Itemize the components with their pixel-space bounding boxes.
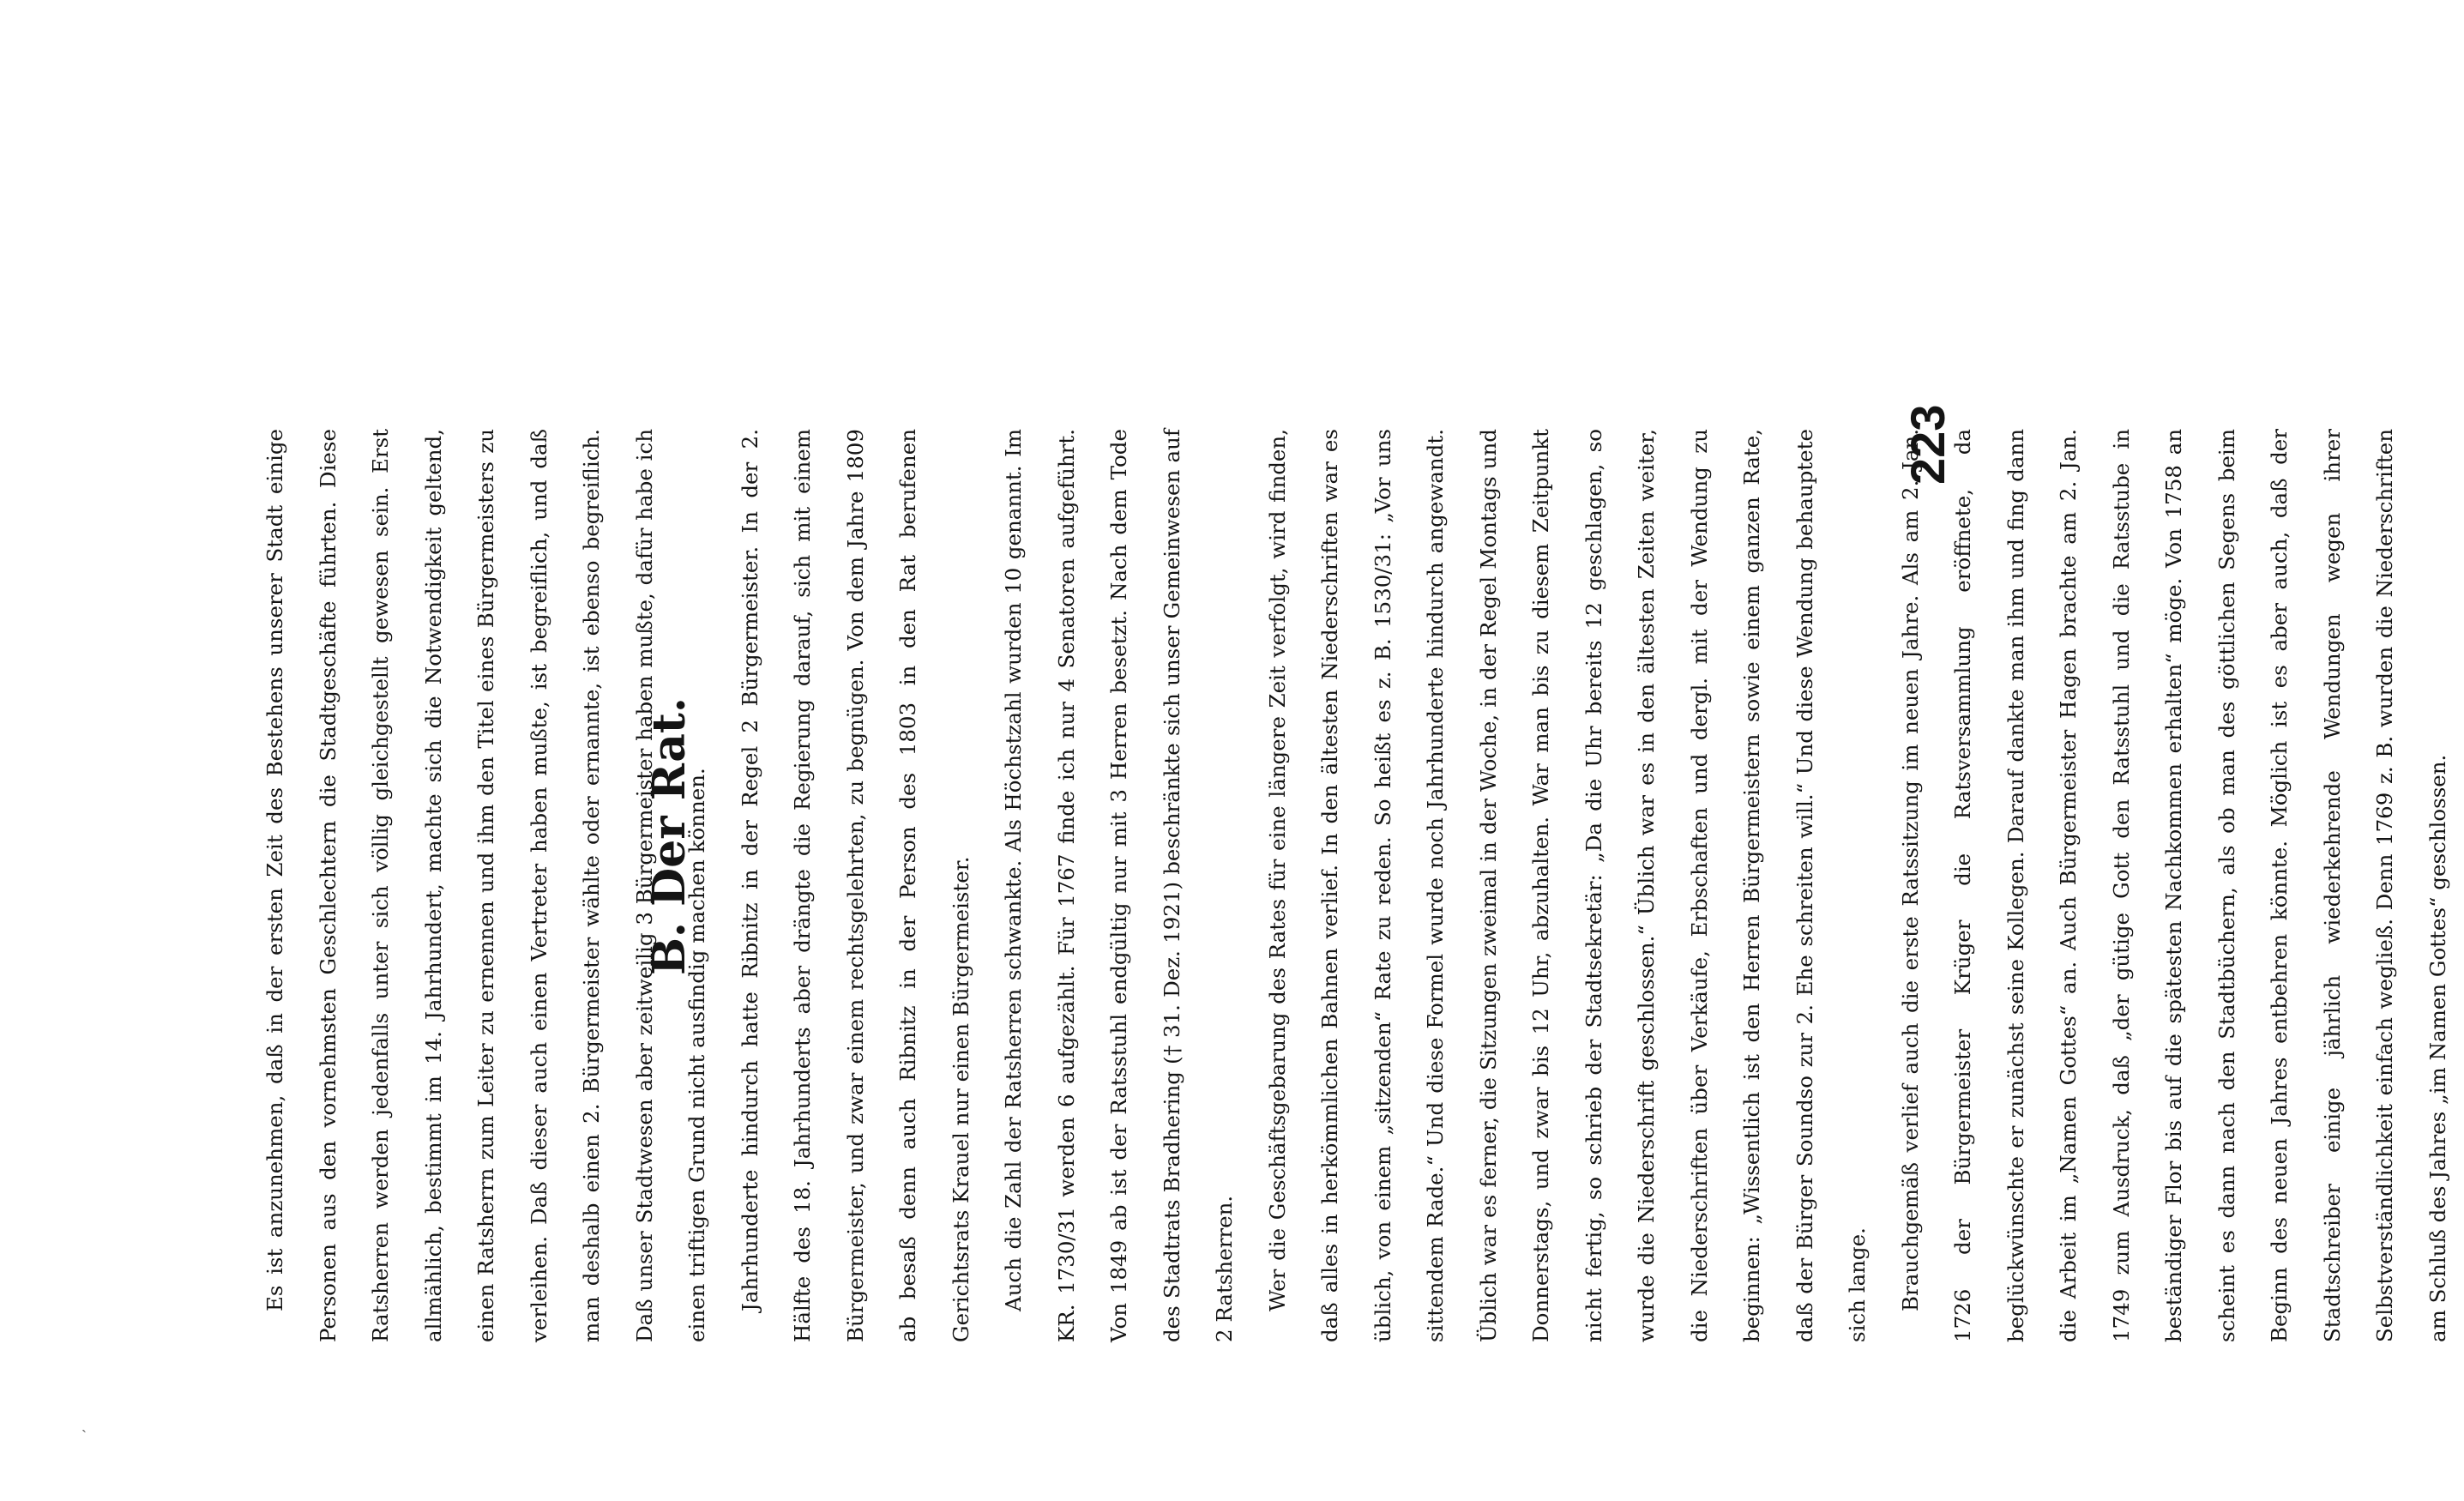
body-text — [249, 429, 2464, 1342]
paragraph: Wer die Geschäftsgebarung des Rates für eine längere Zeit verfolgt, wird finden, daß alles in herkömmlichen Bahnen verlief. In den ältesten Niederschriften war es üblich, von einem „sitzenden“ Rate zu reden. So heißt es z. B. 1530/31: „Vor uns sittendem Rade.“ Und diese Formel wurde noch Jahrhunderte hindurch angewandt. Üblich war es ferner, die Sitzungen zweimal in der Woche, in der Regel Montags und Donnerstags, und zwar bis 12 Uhr, abzuhalten. War man bis zu diesem Zeitpunkt nicht fertig, so schrieb der Stadtsekretär: „Da die Uhr bereits 12 geschlagen, so wurde die Niederschrift geschlossen.“ Üblich war es in den ältesten Zeiten weiter, die Niederschriften über Verkäufe, Erbschaften und dergl. mit der Wendung zu beginnen: „Wissentlich ist den Herren Bürgermeistern sowie einem ganzen Rate, daß der Bürger Soundso zur 2. Ehe schreiten will.“ Und diese Wendung behauptete sich lange. — [1264, 429, 1870, 1342]
paragraph: Es ist anzunehmen, daß in der ersten Zeit des Bestehens unserer Stadt einige Personen aus den vornehmsten Geschlechtern die Stadtgeschäfte führten. Diese Ratsherren werden jedenfalls unter sich völlig gleichgestellt gewesen sein. Erst allmählich, bestimmt im 14. Jahrhundert, machte sich die Notwendigkeit geltend, einen Ratsherrn zum Leiter zu ernennen und ihm den Titel eines Bürgermeisters zu verleihen. Daß dieser auch einen Vertreter haben mußte, ist begreiflich, und daß man deshalb einen 2. Bürgermeister wählte oder ernannte, ist ebenso begreiflich. Daß unser Stadtwesen aber zeitweilig 3 Bürgermeister haben mußte, dafür habe ich einen triftigen Grund nicht ausfindig machen können. — [262, 429, 709, 1342]
section-title: B. Der Rat. — [643, 696, 696, 976]
paragraph: Jahrhunderte hindurch hatte Ribnitz in der Regel 2 Bürgermeister. In der 2. Hälfte des 18. Jahrhunderts aber drängte die Regierung darauf, sich mit einem Bürgermeister, und zwar einem rechtsgelehrten, zu begnügen. Von dem Jahre 1809 ab besaß denn auch Ribnitz in der Person des 1803 in den Rat berufenen Gerichtsrats Krauel nur einen Bürgermeister. — [737, 429, 973, 1342]
page-number: 223 — [1901, 404, 1955, 485]
rotated-page-content — [0, 172, 2450, 1501]
paragraph: Brauchgemäß verlief auch die erste Ratssitzung im neuen Jahre. Als am 2. Jan. 1726 der Bürgermeister Krüger die Ratsversammlung eröffnete, da beglückwünschte er zunächst seine Kollegen. Darauf dankte man ihm und fing dann die Arbeit im „Namen Gottes“ an. Auch Bürgermeister Hagen brachte am 2. Jan. 1749 zum Ausdruck, daß „der gütige Gott den Ratsstuhl und die Ratsstube in beständiger Flor bis auf die spätesten Nachkommen erhalten“ möge. Von 1758 an scheint es dann nach den Stadtbüchern, als ob man des göttlichen Segens beim Beginn des neuen Jahres entbehren könnte. Möglich ist es aber auch, daß der Stadtschreiber einige jährlich wiederkehrende Wendungen wegen ihrer Selbstverständlichkeit einfach wegließ. Denn 1769 z. B. wurden die Niederschriften am Schluß des Jahres „im Namen Gottes“ geschlossen. — [1897, 429, 2450, 1342]
scan-speck: ˏ — [81, 1415, 87, 1433]
paragraph: Auch die Zahl der Ratsherren schwankte. Als Höchstzahl wurden 10 genannt. Im KR. 1730/31 werden 6 aufgezählt. Für 1767 finde ich nur 4 Senatoren aufgeführt. Von 1849 ab ist der Ratsstuhl endgültig nur mit 3 Herren besetzt. Nach dem Tode des Stadtrats Bradhering († 31. Dez. 1921) beschränkte sich unser Gemeinwesen auf 2 Ratsherren. — [1001, 429, 1237, 1342]
